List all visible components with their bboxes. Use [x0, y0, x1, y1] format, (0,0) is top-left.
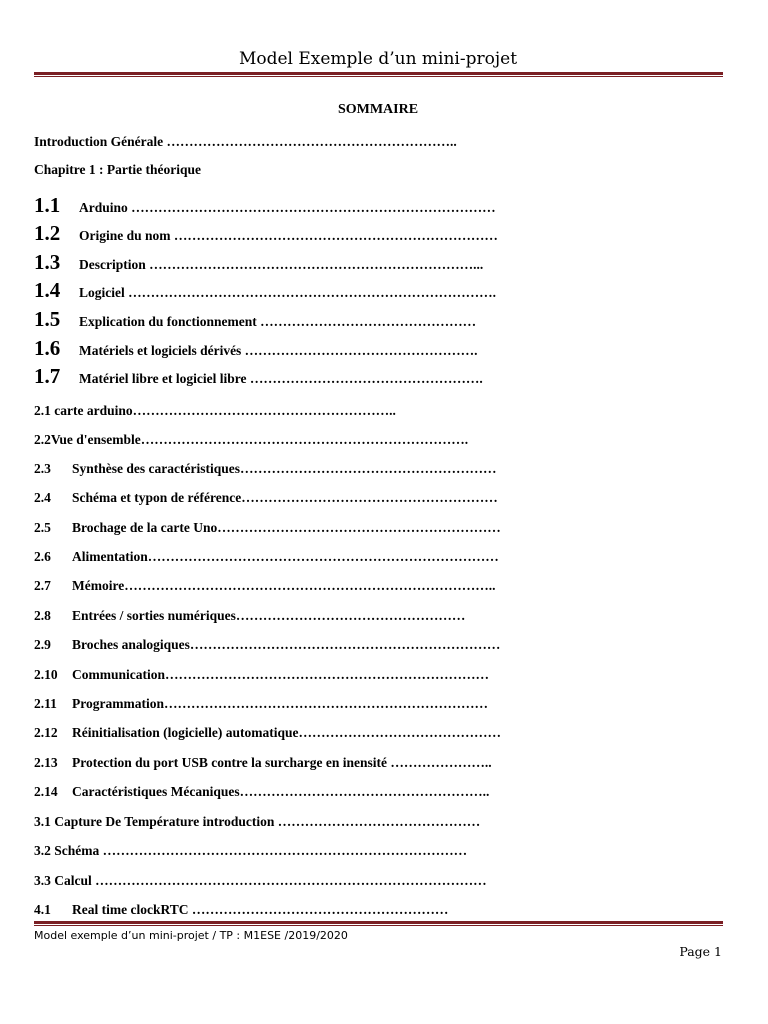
toc-section [34, 755, 492, 771]
toc-section-text: Protection du port USB contre la surcharge en inensité ………………….. [72, 755, 492, 770]
toc-item-number: 1.6 [34, 336, 61, 360]
toc-section [34, 667, 489, 683]
toc-section-number: 2.3 [34, 461, 51, 476]
toc-item-3-2: 3.2 Schéma ……………………………………………………………………… [34, 843, 468, 858]
toc-section [34, 578, 495, 594]
toc-section-text: Real time clockRTC ………………………………………………… [72, 902, 449, 917]
toc-item [34, 193, 496, 218]
toc-section-text: Synthèse des caractéristiques………………………………………………… [72, 461, 497, 476]
toc-section [34, 696, 488, 712]
footer-text: Model exemple d’un mini-projet / TP : M1ESE /2019/2020 [34, 929, 348, 942]
toc-section [34, 490, 498, 506]
toc-item-number: 1.3 [34, 250, 61, 274]
toc-section-number: 2.13 [34, 755, 58, 770]
toc-item-text: Description ………………………………………………………………... [79, 257, 484, 272]
page-header-title: Model Exemple d’un mini-projet [238, 49, 518, 69]
toc-item [34, 307, 476, 332]
toc-section-number: 2.8 [34, 608, 51, 623]
toc-item-2-1: 2.1 carte arduino………………………………………………….. [34, 403, 396, 418]
toc-section-number: 2.4 [34, 490, 51, 505]
page-number: Page 1 [679, 944, 722, 959]
toc-item-3-1: 3.1 Capture De Température introduction ……………………………………… [34, 814, 481, 829]
toc-section [34, 461, 496, 477]
toc-section-number: 2.12 [34, 725, 58, 740]
toc-item-text: Arduino ……………………………………………………………………… [79, 200, 496, 215]
toc-section-text: Réinitialisation (logicielle) automatique……………………………………… [72, 725, 501, 740]
toc-item-number: 1.2 [34, 221, 61, 245]
toc-section-text: Broches analogiques…………………………………………………………… [72, 637, 501, 652]
toc-section-text: Schéma et typon de référence………………………………………………… [72, 490, 498, 505]
toc-section-number: 2.6 [34, 549, 51, 564]
toc-item-text: Matériel libre et logiciel libre ……………………………………………. [79, 371, 483, 386]
toc-section-number: 2.7 [34, 578, 51, 593]
toc-item-number: 1.7 [34, 364, 61, 388]
toc-item [34, 364, 483, 389]
toc-item-number: 1.5 [34, 307, 61, 331]
toc-section [34, 549, 499, 565]
toc-item-3-3: 3.3 Calcul …………………………………………………………………………… [34, 873, 487, 888]
toc-item-text: Logiciel ………………………………………………………………………. [79, 285, 496, 300]
toc-item [34, 336, 478, 361]
toc-section [34, 725, 501, 741]
toc-item-number: 1.4 [34, 278, 61, 302]
toc-section-text: Programmation……………………………………………………………… [72, 696, 488, 711]
toc-section [34, 784, 489, 800]
toc-section-number: 4.1 [34, 902, 51, 917]
toc-section [34, 608, 465, 624]
toc-section [34, 637, 500, 653]
header-rule [34, 72, 723, 77]
toc-item-4-1 [34, 902, 448, 918]
toc-section-text: Caractéristiques Mécaniques……………………………………………….. [72, 784, 490, 799]
toc-section-number: 2.9 [34, 637, 51, 652]
toc-section-text: Alimentation…………………………………………………………………… [72, 549, 499, 564]
toc-item-2-2: 2.2Vue d'ensemble………………………………………………………………. [34, 432, 469, 447]
toc-item [34, 250, 483, 275]
toc-item [34, 221, 498, 246]
toc-chapter-1: Chapitre 1 : Partie théorique [34, 162, 201, 177]
toc-section-number: 2.10 [34, 667, 58, 682]
toc-item [34, 278, 496, 303]
toc-intro: Introduction Générale ……………………………………………………….. [34, 134, 457, 149]
toc-section-text: Mémoire……………………………………………………………………….. [72, 578, 496, 593]
toc-item-text: Matériels et logiciels dérivés ……………………………………………. [79, 343, 478, 358]
toc-item-text: Origine du nom ……………………………………………………………… [79, 228, 498, 243]
toc-section-number: 2.14 [34, 784, 58, 799]
footer-rule [34, 921, 723, 926]
toc-section-text: Brochage de la carte Uno……………………………………………………… [72, 520, 501, 535]
toc-section [34, 520, 501, 536]
toc-section-number: 2.5 [34, 520, 51, 535]
toc-section-text: Entrées / sorties numériques…………………………………………… [72, 608, 466, 623]
toc-item-number: 1.1 [34, 193, 61, 217]
toc-heading: SOMMAIRE [337, 102, 419, 117]
toc-item-text: Explication du fonctionnement ………………………………………… [79, 314, 477, 329]
toc-section-text: Communication……………………………………………………………… [72, 667, 490, 682]
toc-section-number: 2.11 [34, 696, 57, 711]
